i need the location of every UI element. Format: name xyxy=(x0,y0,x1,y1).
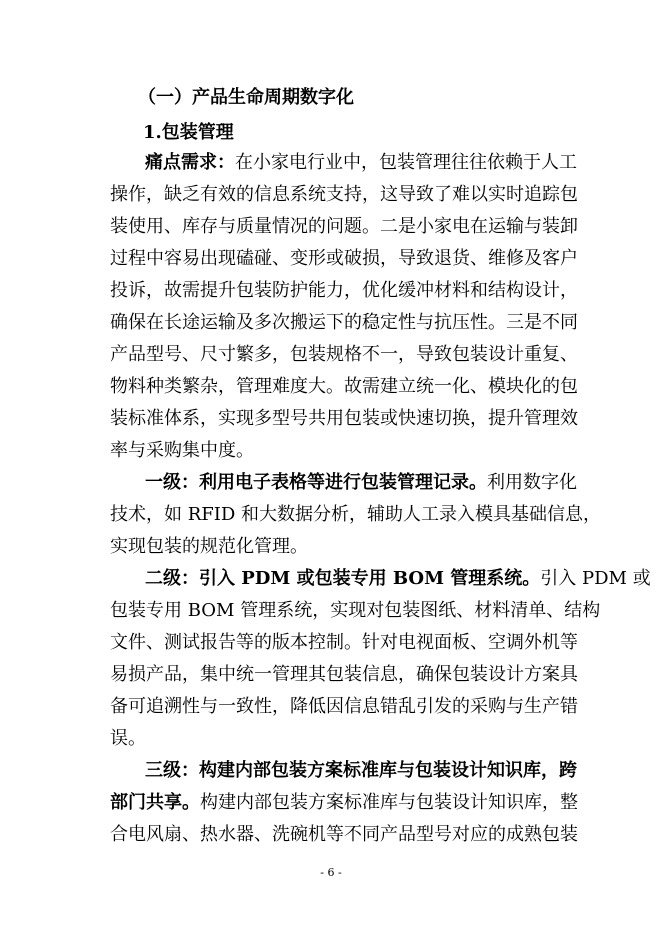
pain-points-line: 投诉，故需提升包装防护能力，优化缓冲材料和结构设计， xyxy=(110,280,578,301)
pain-points-line: 过程中容易出现磕碰、变形或破损，导致退货、维修及客户 xyxy=(110,248,578,269)
level2-line: 引入 PDM 或 xyxy=(540,568,651,589)
level1-label: 一级：利用电子表格等进行包装管理记录。 xyxy=(145,472,487,493)
level2-first-line xyxy=(145,568,651,590)
pain-points-line: 物料种类繁杂，管理难度大。故需建立统一化、模块化的包 xyxy=(110,376,578,397)
pain-points-line: 操作，缺乏有效的信息系统支持，这导致了难以实时追踪包 xyxy=(110,184,578,205)
level2-line: 易损产品，集中统一管理其包装信息，确保包装设计方案具 xyxy=(110,664,578,685)
level3-line: 构建内部包装方案标准库与包装设计知识库，整 xyxy=(200,792,578,813)
subsection-heading: 1.包装管理 xyxy=(143,122,234,143)
level3-label-end: 部门共享。 xyxy=(110,792,200,813)
level1-first-line xyxy=(145,472,577,494)
section-heading: （一）产品生命周期数字化 xyxy=(138,87,354,108)
level2-line: 误。 xyxy=(110,728,146,749)
pain-points-line: 装标准体系，实现多型号共用包装或快速切换，提升管理效 xyxy=(110,408,578,429)
pain-points-label: 痛点需求： xyxy=(145,152,235,173)
pain-points-line: 装使用、库存与质量情况的问题。二是小家电在运输与装卸 xyxy=(110,216,578,237)
level3-label-line: 三级：构建内部包装方案标准库与包装设计知识库，跨 xyxy=(145,760,577,781)
pain-points-line: 率与采购集中度。 xyxy=(110,440,254,461)
level2-label: 二级：引入 PDM 或包装专用 BOM 管理系统。 xyxy=(145,568,541,589)
level2-line: 文件、测试报告等的版本控制。针对电视面板、空调外机等 xyxy=(110,632,578,653)
pain-points-line: 确保在长途运输及多次搬运下的稳定性与抗压性。三是不同 xyxy=(110,312,578,333)
pain-points-line: 在小家电行业中，包装管理往往依赖于人工 xyxy=(235,152,577,173)
level2-line: 备可追溯性与一致性，降低因信息错乱引发的采购与生产错 xyxy=(110,696,578,717)
pain-points-first-line xyxy=(145,152,577,174)
level1-line: 技术，如 RFID 和大数据分析，辅助人工录入模具基础信息， xyxy=(110,504,602,525)
level3-second-line xyxy=(110,792,578,814)
level2-line: 包装专用 BOM 管理系统，实现对包装图纸、材料清单、结构 xyxy=(110,600,601,621)
page-number: - 6 - xyxy=(320,866,342,879)
level3-line: 合电风扇、热水器、洗碗机等不同产品型号对应的成熟包装 xyxy=(110,824,578,845)
level1-line: 利用数字化 xyxy=(487,472,577,493)
pain-points-line: 产品型号、尺寸繁多，包装规格不一，导致包装设计重复、 xyxy=(110,344,578,365)
level1-line: 实现包装的规范化管理。 xyxy=(110,536,308,557)
